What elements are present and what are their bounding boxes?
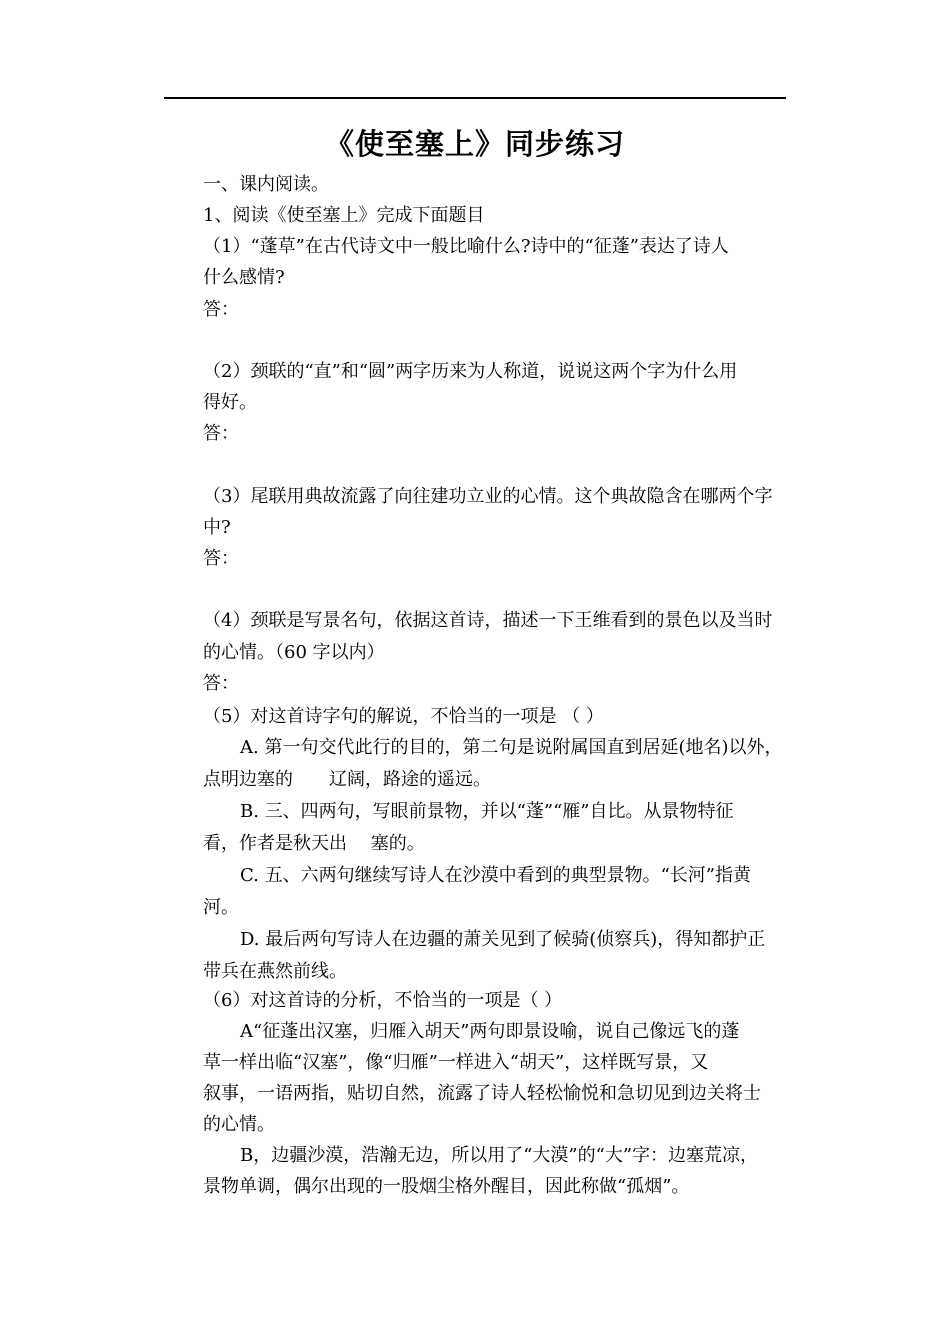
document-title: 《使至塞上》同步练习 [324,127,625,161]
answer-4-label: 答： [203,673,239,694]
question-4-line-2: 的心情。（60 字以内） [203,642,385,663]
question-5-stem: （5）对这首诗字句的解说，不恰当的一项是 （ ） [203,706,604,727]
answer-3-label: 答： [203,548,239,569]
question-6-stem: （6）对这首诗的分析，不恰当的一项是（ ） [203,990,563,1011]
question-heading: 1、阅读《使至塞上》完成下面题目 [203,205,485,226]
answer-1-label: 答： [203,299,239,320]
question-5-option-b-line-2: 看，作者是秋天出 塞的。 [203,833,425,854]
question-2-line-2: 得好。 [203,392,257,413]
question-6-option-b-line-2: 景物单调，偶尔出现的一股烟尘格外醒目，因此称做“孤烟”。 [203,1176,690,1197]
question-5-option-a-line-2: 点明边塞的 辽阔，路途的遥远。 [203,769,491,790]
question-5-option-b-line-1: B. 三、四两句，写眼前景物，并以“蓬”“雁”自比。从景物特征 [240,801,734,822]
question-5-option-c-line-2: 河。 [203,897,239,918]
question-6-option-b-line-1: B，边疆沙漠，浩瀚无边，所以用了“大漠”的“大”字：边塞荒凉， [240,1145,759,1166]
question-5-option-c-line-1: C. 五、六两句继续写诗人在沙漠中看到的典型景物。“长河”指黄 [240,865,751,886]
answer-2-label: 答： [203,423,239,444]
question-5-option-a-line-1: A. 第一句交代此行的目的，第二句是说附属国直到居延(地名)以外， [240,737,783,758]
question-6-option-a-line-2: 草一样出临“汉塞”，像“归雁”一样进入“胡天”，这样既写景，又 [203,1052,709,1073]
header-rule [164,97,786,99]
section-heading: 一、课内阅读。 [203,174,329,195]
question-5-option-d-line-2: 带兵在燕然前线。 [203,961,347,982]
question-6-option-a-line-4: 的心情。 [203,1114,275,1135]
question-2-line-1: （2）颈联的“直”和“圆”两字历来为人称道，说说这两个字为什么用 [203,361,738,382]
question-3-line-1: （3）尾联用典故流露了向往建功立业的心情。这个典故隐含在哪两个字 [203,486,773,507]
question-3-line-2: 中? [203,517,231,538]
question-6-option-a-line-1: A“征蓬出汉塞，归雁入胡天”两句即景设喻，说自己像远飞的蓬 [240,1021,740,1042]
question-1-line-2: 什么感情? [203,267,285,288]
question-1-line-1: （1）“蓬草”在古代诗文中一般比喻什么?诗中的“征蓬”表达了诗人 [203,236,729,257]
question-5-option-d-line-1: D. 最后两句写诗人在边疆的萧关见到了候骑(侦察兵)，得知都护正 [240,929,766,950]
question-6-option-a-line-3: 叙事，一语两指，贴切自然，流露了诗人轻松愉悦和急切见到边关将士 [203,1083,761,1104]
question-4-line-1: （4）颈联是写景名句，依据这首诗，描述一下王维看到的景色以及当时 [203,610,773,631]
